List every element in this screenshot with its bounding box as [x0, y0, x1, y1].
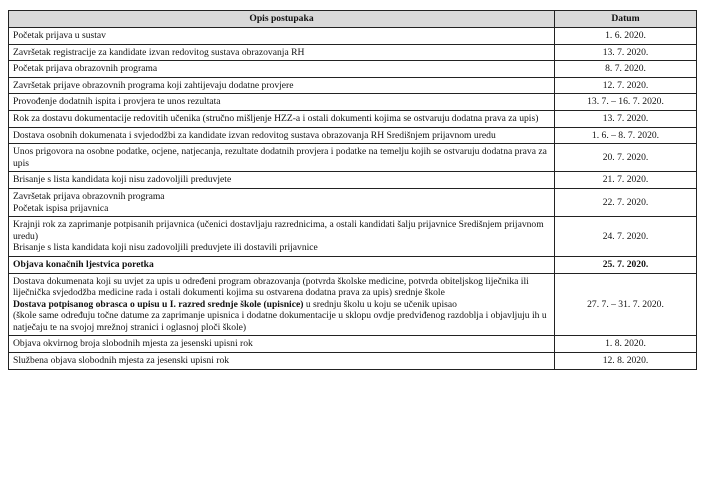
row-description-line: Dostava dokumenata koji su uvjet za upis u određeni program obrazovanja (potvrda školske medicine, potvrda obiteljskog liječnika ili liječnička svjedodžba medicine rada i ostali dokumenti kojima su ostvarena dodatna prava za upis) srednje škole	[13, 275, 529, 299]
row-date: 20. 7. 2020.	[555, 144, 697, 172]
row-description: Završetak registracije za kandidate izvan redovitog sustava obrazovanja RH	[9, 44, 555, 61]
row-description	[9, 217, 555, 257]
row-date: 13. 7. 2020.	[555, 110, 697, 127]
row-description: Rok za dostavu dokumentacije redovitih učenika (stručno mišljenje HZZ-a i ostali dokumenti kojima se ostvaruju dodatna prava za upis)	[9, 110, 555, 127]
row-description: Provođenje dodatnih ispita i provjera te unos rezultata	[9, 94, 555, 111]
row-date: 27. 7. – 31. 7. 2020.	[555, 273, 697, 336]
table-row	[9, 44, 697, 61]
table-row	[9, 273, 697, 336]
table-row	[9, 94, 697, 111]
row-description: Dostava osobnih dokumenata i svjedodžbi za kandidate izvan redovitog sustava obrazovanja RH Središnjem prijavnom uredu	[9, 127, 555, 144]
table-header-row	[9, 11, 697, 28]
row-date: 1. 6. – 8. 7. 2020.	[555, 127, 697, 144]
table-row	[9, 144, 697, 172]
row-description-emphasis: Dostava potpisanog obrasca o upisu u I. razred srednje škole (upisnice)	[13, 298, 304, 310]
row-description: Objava okvirnog broja slobodnih mjesta za jesenski upisni rok	[9, 336, 555, 353]
row-description-line: Krajnji rok za zaprimanje potpisanih prijavnica (učenici dostavljaju razrednicima, a ostali kandidati šalju prijavnice Središnjem prijavnom uredu)	[13, 219, 544, 242]
row-date: 1. 8. 2020.	[555, 336, 697, 353]
row-description: Početak prijava u sustav	[9, 28, 555, 45]
row-date: 12. 8. 2020.	[555, 353, 697, 370]
row-description-line: Početak ispisa prijavnica	[13, 202, 109, 214]
table-row	[9, 188, 697, 216]
row-description-line: Brisanje s lista kandidata koji nisu zadovoljili preduvjete ili dostavili prijavnice	[13, 242, 318, 254]
row-description: Početak prijava obrazovnih programa	[9, 61, 555, 78]
schedule-table	[8, 10, 697, 370]
table-row	[9, 353, 697, 370]
table-row	[9, 110, 697, 127]
table-row	[9, 127, 697, 144]
table-row	[9, 217, 697, 257]
table-row	[9, 61, 697, 78]
row-description: Brisanje s lista kandidata koji nisu zadovoljili preduvjete	[9, 172, 555, 189]
row-date: 22. 7. 2020.	[555, 188, 697, 216]
row-date: 8. 7. 2020.	[555, 61, 697, 78]
row-description-line	[13, 299, 550, 311]
row-description	[9, 273, 555, 336]
row-date: 1. 6. 2020.	[555, 28, 697, 45]
row-date: 13. 7. – 16. 7. 2020.	[555, 94, 697, 111]
row-description: Završetak prijave obrazovnih programa koji zahtijevaju dodatne provjere	[9, 77, 555, 94]
table-row	[9, 77, 697, 94]
row-description: Unos prigovora na osobne podatke, ocjene, natjecanja, rezultate dodatnih provjera i podatke na temelju kojih se ostvaruju dodatna prava za upis	[9, 144, 555, 172]
row-description	[9, 188, 555, 216]
header-description: Opis postupaka	[9, 11, 555, 28]
row-date: 21. 7. 2020.	[555, 172, 697, 189]
row-date: 12. 7. 2020.	[555, 77, 697, 94]
header-date: Datum	[555, 11, 697, 28]
row-date: 24. 7. 2020.	[555, 217, 697, 257]
row-description: Objava konačnih ljestvica poretka	[9, 256, 555, 273]
row-date: 13. 7. 2020.	[555, 44, 697, 61]
table-row	[9, 28, 697, 45]
table-row	[9, 172, 697, 189]
row-description-line: Završetak prijava obrazovnih programa	[13, 190, 165, 202]
row-date: 25. 7. 2020.	[555, 256, 697, 273]
row-description-text: u srednju školu u koju se učenik upisao	[303, 298, 457, 310]
table-row	[9, 336, 697, 353]
table-row-highlight	[9, 256, 697, 273]
row-description-line: (škole same određuju točne datume za zaprimanje upisnica i dodatne dokumentacije u sklopu ovdje predviđenog razdoblja i objavljuju ih u natječaju te na svojoj mrežnoj stranici i oglasnoj ploči škole)	[13, 310, 547, 333]
row-description: Službena objava slobodnih mjesta za jesenski upisni rok	[9, 353, 555, 370]
